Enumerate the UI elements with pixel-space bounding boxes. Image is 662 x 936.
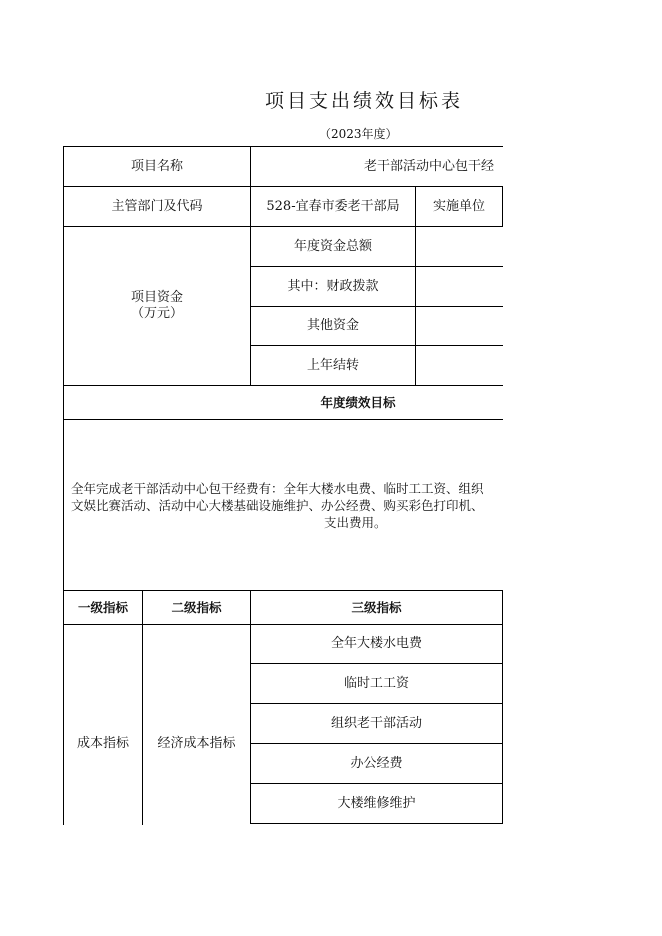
header-level1: 一级指标 — [77, 599, 128, 615]
dept-value: 528-宜春市委老干部局 — [266, 198, 400, 214]
divider — [502, 590, 503, 824]
project-name-value: 老干部活动中心包干经 — [364, 158, 495, 174]
annual-goal-text — [64, 480, 504, 531]
project-name-label: 项目名称 — [130, 158, 183, 174]
funds-other-label: 其他资金 — [306, 318, 359, 333]
fiscal-year: （2023年度） — [319, 127, 398, 141]
goal-line-1: 全年完成老干部活动中心包干经费有：全年大楼水电费、临时工工资、组织 — [71, 481, 484, 496]
header-level3: 三级指标 — [351, 599, 402, 615]
impl-unit-label: 实施单位 — [432, 198, 485, 214]
level3-item: 大楼维修维护 — [337, 795, 416, 811]
funds-label — [64, 227, 250, 385]
funds-fiscal-label: 其中：财政拨款 — [287, 278, 379, 294]
page-title: 项目支出绩效目标表 — [265, 90, 464, 112]
level3-item: 临时工工资 — [343, 675, 409, 691]
divider — [250, 823, 502, 824]
dept-label: 主管部门及代码 — [111, 198, 203, 214]
goal-line-2: 文娱比赛活动、活动中心大楼基础设施维护、办公经费、购买彩色打印机、 — [71, 498, 484, 513]
divider — [502, 186, 503, 226]
level3-item: 办公经费 — [350, 755, 403, 771]
level3-item: 全年大楼水电费 — [330, 636, 422, 651]
funds-label-line2: （万元） — [130, 306, 183, 321]
goal-line-3: 支出费用。 — [324, 515, 387, 530]
header-level2: 二级指标 — [171, 599, 222, 615]
annual-goal-header: 年度绩效目标 — [320, 394, 396, 410]
funds-label-line1: 项目资金 — [130, 290, 183, 305]
funds-carry-label: 上年结转 — [306, 357, 359, 373]
divider — [63, 419, 503, 420]
level1-cost: 成本指标 — [76, 736, 129, 751]
level3-item: 组织老干部活动 — [330, 715, 422, 731]
funds-total-label: 年度资金总额 — [293, 238, 372, 254]
level2-economic-cost: 经济成本指标 — [157, 736, 236, 751]
